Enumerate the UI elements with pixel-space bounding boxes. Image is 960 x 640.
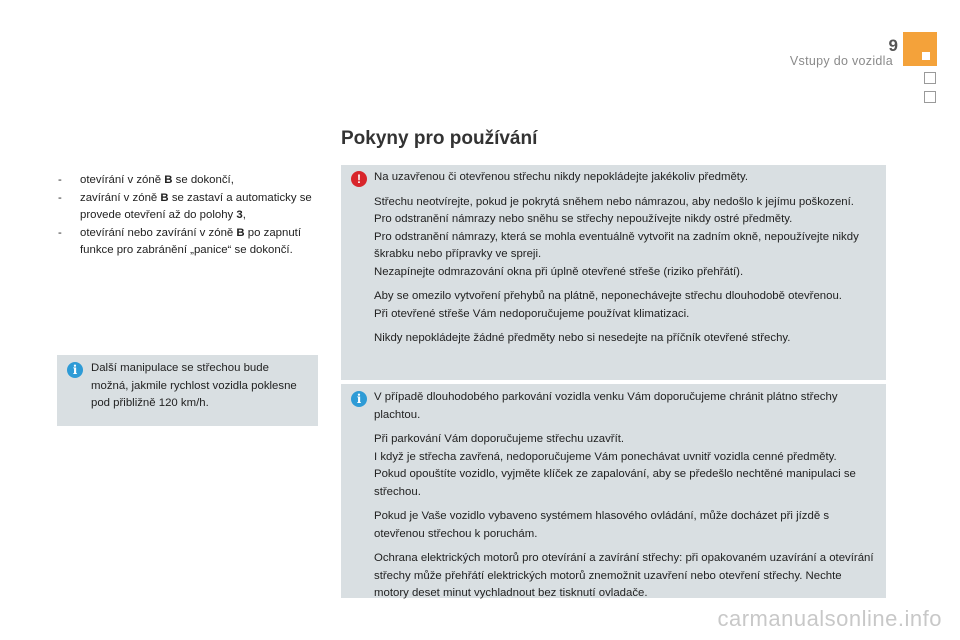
bullet-text: otevírání nebo zavírání v zóně xyxy=(80,226,237,239)
info-icon: i xyxy=(67,362,83,378)
warning-line: Aby se omezilo vytvoření přehybů na plátně, neponechávejte střechu dlouhodobě otevřenou. xyxy=(374,290,842,302)
info-paragraph xyxy=(374,550,876,603)
info-paragraph xyxy=(374,431,876,501)
info-line: I když je střecha zavřená, nedoporučujeme Vám ponechávat uvnitř vozidla cenné předměty. xyxy=(374,450,837,463)
bullet-item xyxy=(58,190,320,225)
warning-paragraph xyxy=(374,288,876,323)
bullet-text: se dokončí, xyxy=(172,174,234,186)
warning-line: Pro odstranění námrazy, která se mohla eventuálně vytvořit na zadním okně, nepoužívejte nikdy škrabku nebo přípravky ve spreji. xyxy=(374,230,859,260)
bullet-item xyxy=(58,172,320,190)
bullet-dash: - xyxy=(58,226,62,239)
warning-paragraph xyxy=(374,330,876,348)
warning-paragraph xyxy=(374,169,876,187)
warning-line: Nezapínejte odmrazování okna při úplně otevřené střeše (riziko přehřátí). xyxy=(374,265,744,278)
page-number: 9 xyxy=(888,36,898,55)
bullet-item xyxy=(58,225,320,260)
info-line: Ochrana elektrických motorů pro otevírání a zavírání střechy: při opakovaném uzavírání a otevírání střechy může přehřátí elektrických motorů znemožnit uzavření nebo otevření střechy. Nechte motory deset minut vychladnout bez tisknutí ovladače. xyxy=(374,552,874,599)
info-line: Při parkování Vám doporučujeme střechu uzavřít. xyxy=(374,433,625,445)
warning-icon: ! xyxy=(351,171,367,187)
warning-paragraph xyxy=(374,194,876,282)
bullet-dash: - xyxy=(58,191,62,204)
page-heading: Pokyny pro používání xyxy=(341,128,538,149)
bullet-list xyxy=(58,172,320,260)
info-line: Pokud je Vaše vozidlo vybaveno systémem hlasového ovládání, může docházet při jízdě s otevřenou střechou k poruchám. xyxy=(374,510,830,540)
bullet-text: se zastaví a automaticky se provede otevření až do polohy xyxy=(80,191,312,221)
info-paragraph xyxy=(374,389,876,424)
warning-line: Na uzavřenou či otevřenou střechu nikdy nepokládejte jakékoliv předměty. xyxy=(374,171,748,183)
zone-label: B xyxy=(160,191,169,204)
info-line: Pokud opouštíte vozidlo, vyjměte klíček ze zapalování, aby se předešlo nechtěné manipulaci se střechou. xyxy=(374,468,856,498)
section-title: Vstupy do vozidla xyxy=(789,54,893,68)
warning-line: Střechu neotvírejte, pokud je pokrytá sněhem nebo námrazou, aby nedošlo k jejímu poškození. xyxy=(374,195,854,208)
section-tab-marker xyxy=(903,32,937,66)
info-line: V případě dlouhodobého parkování vozidla venku Vám doporučujeme chránit plátno střechy plachtou. xyxy=(374,391,838,421)
bullet-text: po zapnutí funkce pro zabránění „panice“ se dokončí. xyxy=(80,226,302,256)
bullet-text: , xyxy=(242,209,246,221)
warning-line: Nikdy nepokládejte žádné předměty nebo si nesedejte na příčník otevřené střechy. xyxy=(374,332,791,344)
bullet-text: zavírání v zóně xyxy=(80,191,161,204)
zone-label: B xyxy=(236,226,245,239)
bullet-dash: - xyxy=(58,174,62,186)
info-box-speed xyxy=(57,355,318,426)
info-icon: i xyxy=(351,391,367,407)
tab-dot xyxy=(922,52,930,60)
watermark-logo[interactable]: carmanualsonline.info xyxy=(717,606,942,631)
info-paragraph xyxy=(374,508,876,543)
bullet-text: otevírání v zóně xyxy=(80,174,165,186)
position-label: 3 xyxy=(236,209,243,221)
zone-label: B xyxy=(164,174,173,186)
warning-line: Při otevřené střeše Vám nedoporučujeme používat klimatizaci. xyxy=(374,307,690,320)
info-box-parking xyxy=(341,384,886,598)
nav-square-2 xyxy=(924,91,936,103)
warning-line: Pro odstranění námrazy nebo sněhu se střechy nepoužívejte nikdy ostré předměty. xyxy=(374,213,793,225)
info-text: Další manipulace se střechou bude možná, jakmile rychlost vozidla poklesne pod přibližně 120 km/h. xyxy=(91,362,297,409)
nav-square-1 xyxy=(924,72,936,84)
warning-box xyxy=(341,165,886,380)
